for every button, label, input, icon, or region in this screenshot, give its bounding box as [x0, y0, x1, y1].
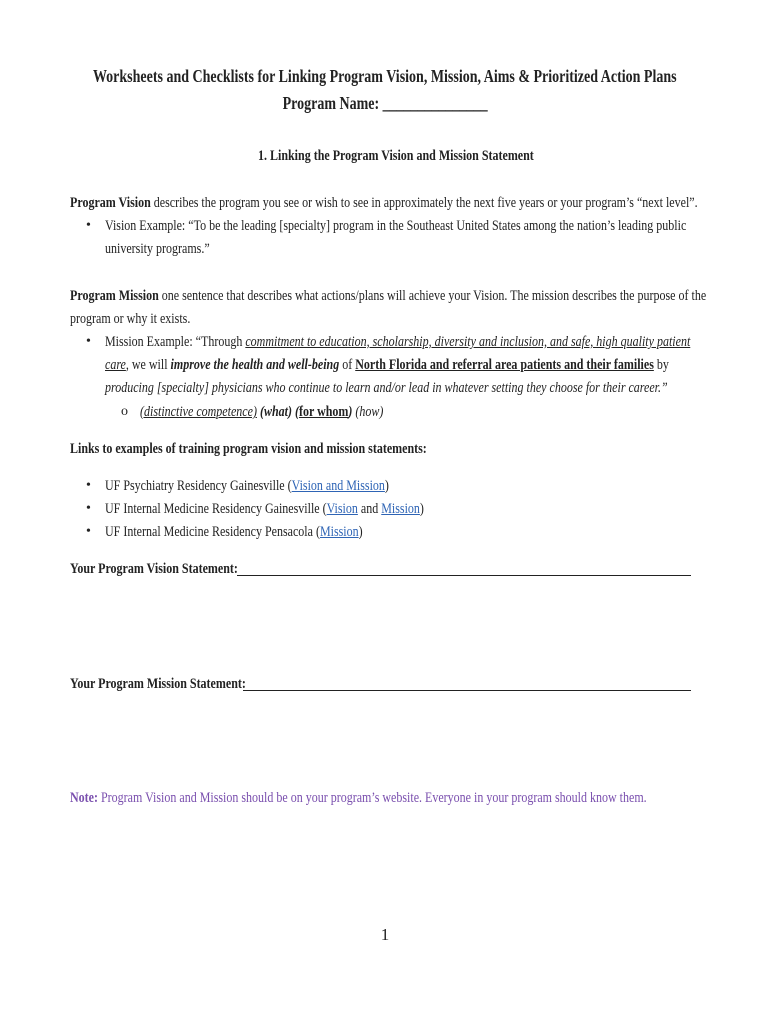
section-heading: 1. Linking the Program Vision and Mission Statement	[258, 148, 534, 164]
link-item-internal-medicine-pensacola: UF Internal Medicine Residency Pensacola (Mission)	[105, 524, 363, 540]
bullet-icon: •	[86, 524, 91, 539]
bullet-icon: •	[86, 478, 91, 493]
note: Note: Program Vision and Mission should be on your program’s website. Everyone in your program should know them.	[70, 790, 647, 806]
vision-example-line1: Vision Example: “To be the leading [specialty] program in the Southeast United States among the nation’s leading public	[105, 218, 687, 234]
mission-example-line3: producing [specialty] physicians who continue to learn and/or lead in whatever setting they choose for their career.”	[105, 380, 668, 396]
your-vision-label: Your Program Vision Statement:	[70, 561, 238, 577]
page-number: 1	[380, 925, 390, 944]
vision-example-line2: university programs.”	[105, 241, 210, 257]
mission-statement-field[interactable]	[243, 690, 691, 691]
vision-statement-field[interactable]	[237, 575, 691, 576]
document-title: Worksheets and Checklists for Linking Program Vision, Mission, Aims & Prioritized Action Plans	[93, 66, 677, 86]
sub-bullet-icon: o	[121, 404, 128, 419]
vision-term: Program Vision	[70, 195, 151, 211]
bullet-icon: •	[86, 218, 91, 233]
bullet-icon: •	[86, 334, 91, 349]
bullet-icon: •	[86, 501, 91, 516]
link-item-psychiatry: UF Psychiatry Residency Gainesville (Vision and Mission)	[105, 478, 389, 494]
link-mission[interactable]: Mission	[381, 501, 420, 517]
mission-example-line1: Mission Example: “Through commitment to education, scholarship, diversity and inclusion, and safe, high quality patient	[105, 334, 691, 350]
mission-term: Program Mission	[70, 288, 159, 304]
mission-definition-line2: program or why it exists.	[70, 311, 191, 327]
your-mission-label: Your Program Mission Statement:	[70, 676, 246, 692]
note-label: Note:	[70, 790, 98, 806]
link-mission-pensacola[interactable]: Mission	[319, 524, 359, 540]
link-item-internal-medicine-gainesville: UF Internal Medicine Residency Gainesville (Vision and Mission)	[105, 501, 424, 517]
mission-definition-line1: Program Mission one sentence that describes what actions/plans will achieve your Vision. The mission describes the purpose of the	[70, 288, 707, 304]
mission-example-line2: care, we will improve the health and well-being of North Florida and referral area patients and their families by	[105, 357, 669, 373]
link-vision-and-mission[interactable]: Vision and Mission	[291, 478, 385, 494]
vision-definition: Program Vision describes the program you see or wish to see in approximately the next five years or your program’s “next level”.	[70, 195, 698, 211]
link-vision[interactable]: Vision	[326, 501, 358, 517]
mission-key: (distinctive competence) (what) (for whom) (how)	[140, 404, 384, 420]
program-name-line: Program Name: _______________	[282, 93, 488, 113]
links-heading: Links to examples of training program vision and mission statements:	[70, 441, 427, 457]
